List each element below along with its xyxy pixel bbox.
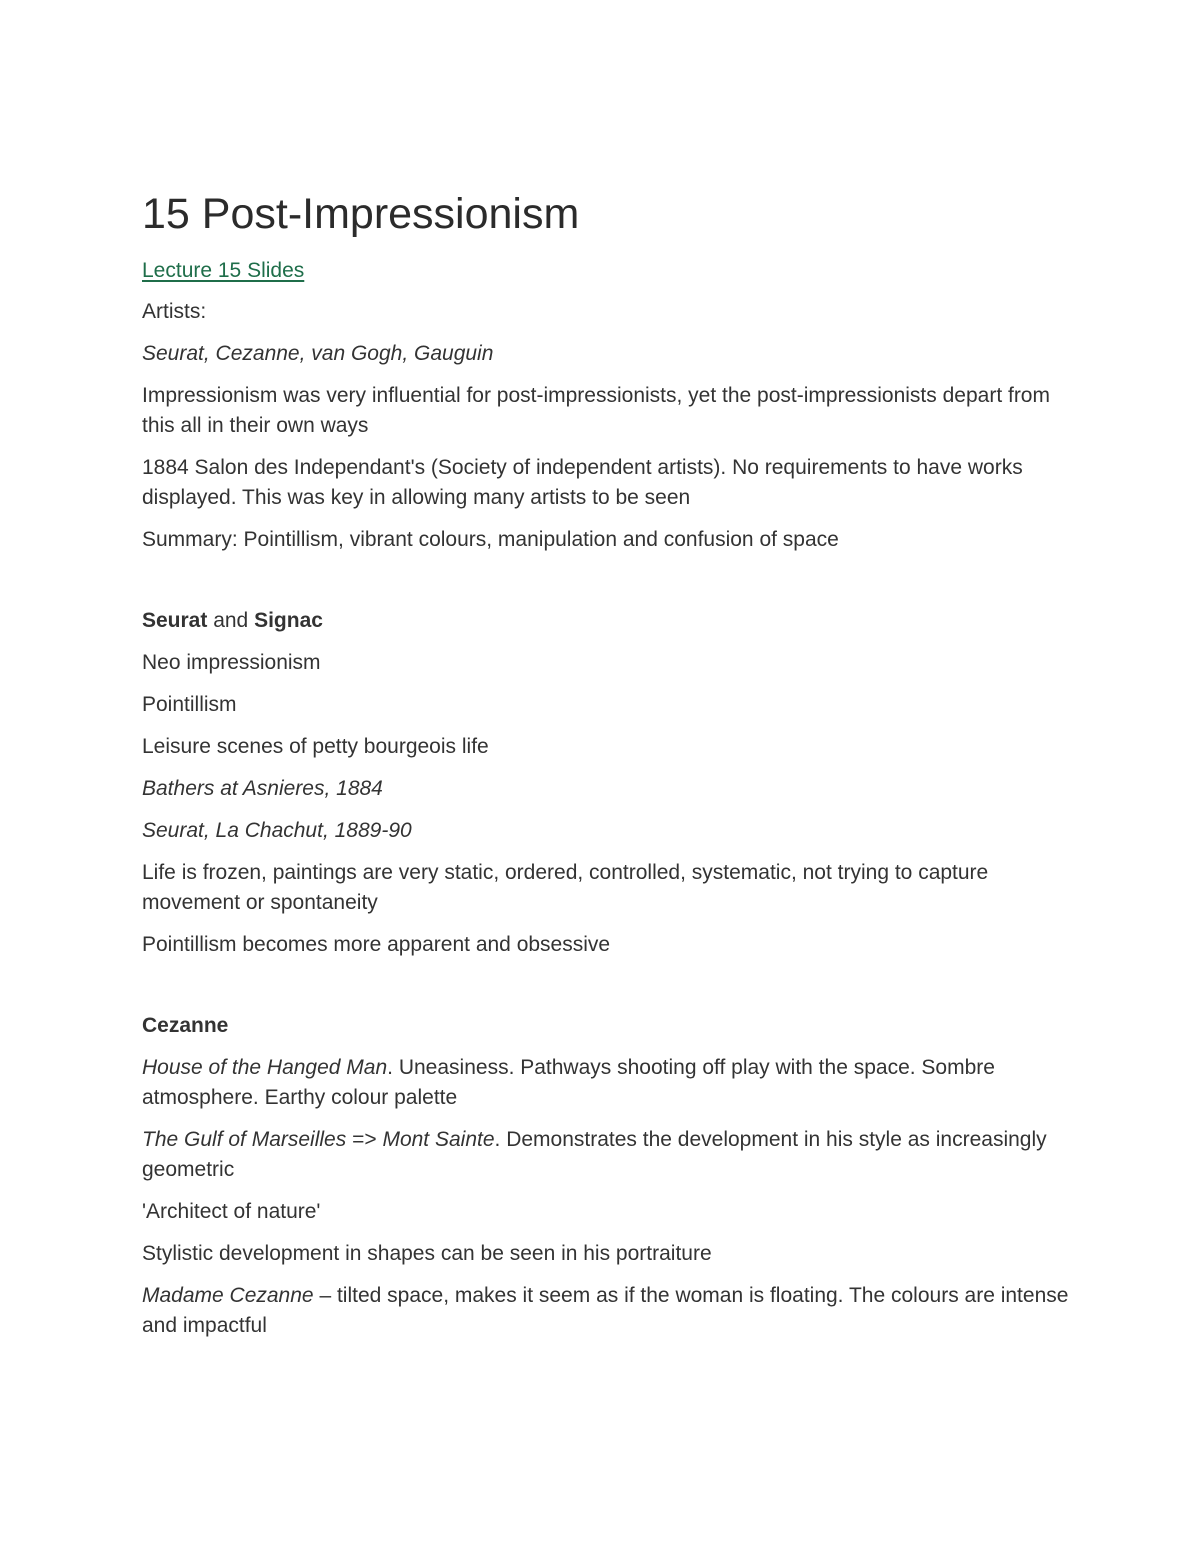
cezanne-heading — [142, 1011, 1072, 1041]
bathers-title: Bathers at Asnieres, 1884 — [142, 777, 383, 800]
lecture-slides-link[interactable]: Lecture 15 Slides — [142, 259, 305, 282]
hanged-man-text: . Uneasiness. Pathways shooting off play with the space. Sombre atmosphere. Earthy colour palette — [142, 1056, 995, 1109]
gulf-arrow: => — [346, 1128, 383, 1151]
heading-seurat: Seurat — [142, 609, 208, 632]
frozen-paragraph: Life is frozen, paintings are very static, ordered, controlled, systematic, not trying to capture movement or spontaneity — [142, 861, 989, 914]
artists-label: Artists: — [142, 300, 207, 323]
obsessive-line: Pointillism becomes more apparent and obsessive — [142, 933, 611, 956]
summary-paragraph: Summary: Pointillism, vibrant colours, manipulation and confusion of space — [142, 528, 839, 551]
heading-signac: Signac — [254, 609, 323, 632]
pointillism-line: Pointillism — [142, 693, 237, 716]
hanged-man-paragraph — [142, 1053, 1072, 1113]
neo-impressionism-line: Neo impressionism — [142, 651, 321, 674]
madame-text: – tilted space, makes it seem as if the woman is floating. The colours are intense and impactful — [142, 1284, 1069, 1337]
leisure-line: Leisure scenes of petty bourgeois life — [142, 735, 489, 758]
sainte-title: Mont Sainte — [382, 1128, 495, 1151]
madame-title: Madame Cezanne — [142, 1284, 314, 1307]
gulf-title: The Gulf of Marseilles — [142, 1128, 347, 1151]
document-content — [142, 186, 1072, 1341]
seurat-signac-heading — [142, 606, 1072, 636]
chachut-line — [142, 816, 1072, 846]
artists-list — [142, 339, 1072, 369]
gulf-text: . Demonstrates the development in his style as increasingly geometric — [142, 1128, 1047, 1181]
heading-and: and — [207, 609, 255, 632]
bathers-line — [142, 774, 1072, 804]
artists-list-text: Seurat, Cezanne, van Gogh, Gauguin — [142, 342, 494, 365]
madame-paragraph — [142, 1281, 1072, 1341]
gulf-paragraph — [142, 1125, 1072, 1185]
cezanne-heading-text: Cezanne — [142, 1014, 229, 1037]
salon-paragraph: 1884 Salon des Independant's (Society of independent artists). No requirements to have works displayed. This was key in allowing many artists to be seen — [142, 456, 1023, 509]
portraiture-line: Stylistic development in shapes can be seen in his portraiture — [142, 1242, 712, 1265]
page-title: 15 Post-Impressionism — [142, 190, 580, 238]
influence-paragraph: Impressionism was very influential for post-impressionists, yet the post-impressionists depart from this all in their own ways — [142, 384, 1050, 437]
chachut-title: Seurat, La Chachut, 1889-90 — [142, 819, 412, 842]
hanged-man-title: House of the Hanged Man — [142, 1056, 388, 1079]
architect-line: 'Architect of nature' — [142, 1200, 321, 1223]
